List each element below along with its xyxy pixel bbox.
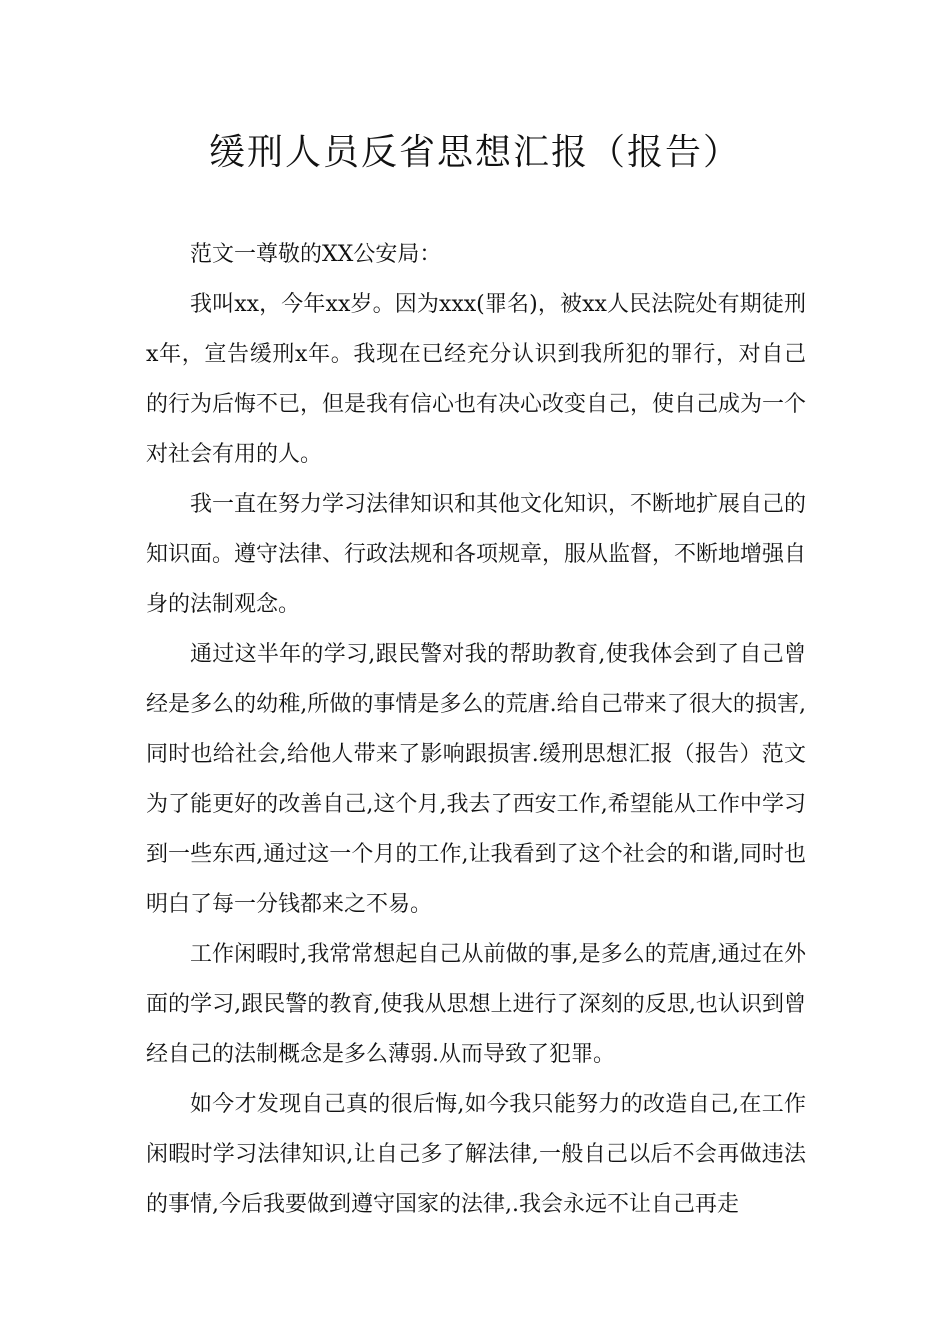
body-paragraph: 工作闲暇时,我常常想起自己从前做的事,是多么的荒唐,通过在外面的学习,跟民警的教育,使我从思想上进行了深刻的反思,也认识到曾经自己的法制概念是多么薄弱.从而导致了犯罪。 <box>146 942 806 1067</box>
document-title: 缓刑人员反省思想汇报（报告） <box>208 132 741 173</box>
salutation-paragraph: 范文一尊敬的XX公安局： <box>190 242 442 267</box>
body-paragraph: 我叫xx，今年xx岁。因为xxx(罪名)，被xx人民法院处有期徒刑x年，宣告缓刑x年。我现在已经充分认识到我所犯的罪行，对自己的行为后悔不已，但是我有信心也有决心改变自己，使自己成为一个对社会有用的人。 <box>146 292 807 467</box>
body-paragraph: 如今才发现自己真的很后悔,如今我只能努力的改造自己,在工作闲暇时学习法律知识,让自己多了解法律,一般自己以后不会再做违法的事情,今后我要做到遵守国家的法律,.我会永远不让自己再走 <box>146 1092 806 1217</box>
document-body <box>146 230 806 1230</box>
body-paragraph: 通过这半年的学习,跟民警对我的帮助教育,使我体会到了自己曾经是多么的幼稚,所做的事情是多么的荒唐.给自己带来了很大的损害,同时也给社会,给他人带来了影响跟损害.缓刑思想汇报（报告）范文为了能更好的改善自己,这个月,我去了西安工作,希望能从工作中学习到一些东西,通过这一个月的工作,让我看到了这个社会的和谐,同时也明白了每一分钱都来之不易。 <box>146 642 806 917</box>
body-paragraph: 我一直在努力学习法律知识和其他文化知识，不断地扩展自己的知识面。遵守法律、行政法规和各项规章，服从监督，不断地增强自身的法制观念。 <box>146 492 807 617</box>
